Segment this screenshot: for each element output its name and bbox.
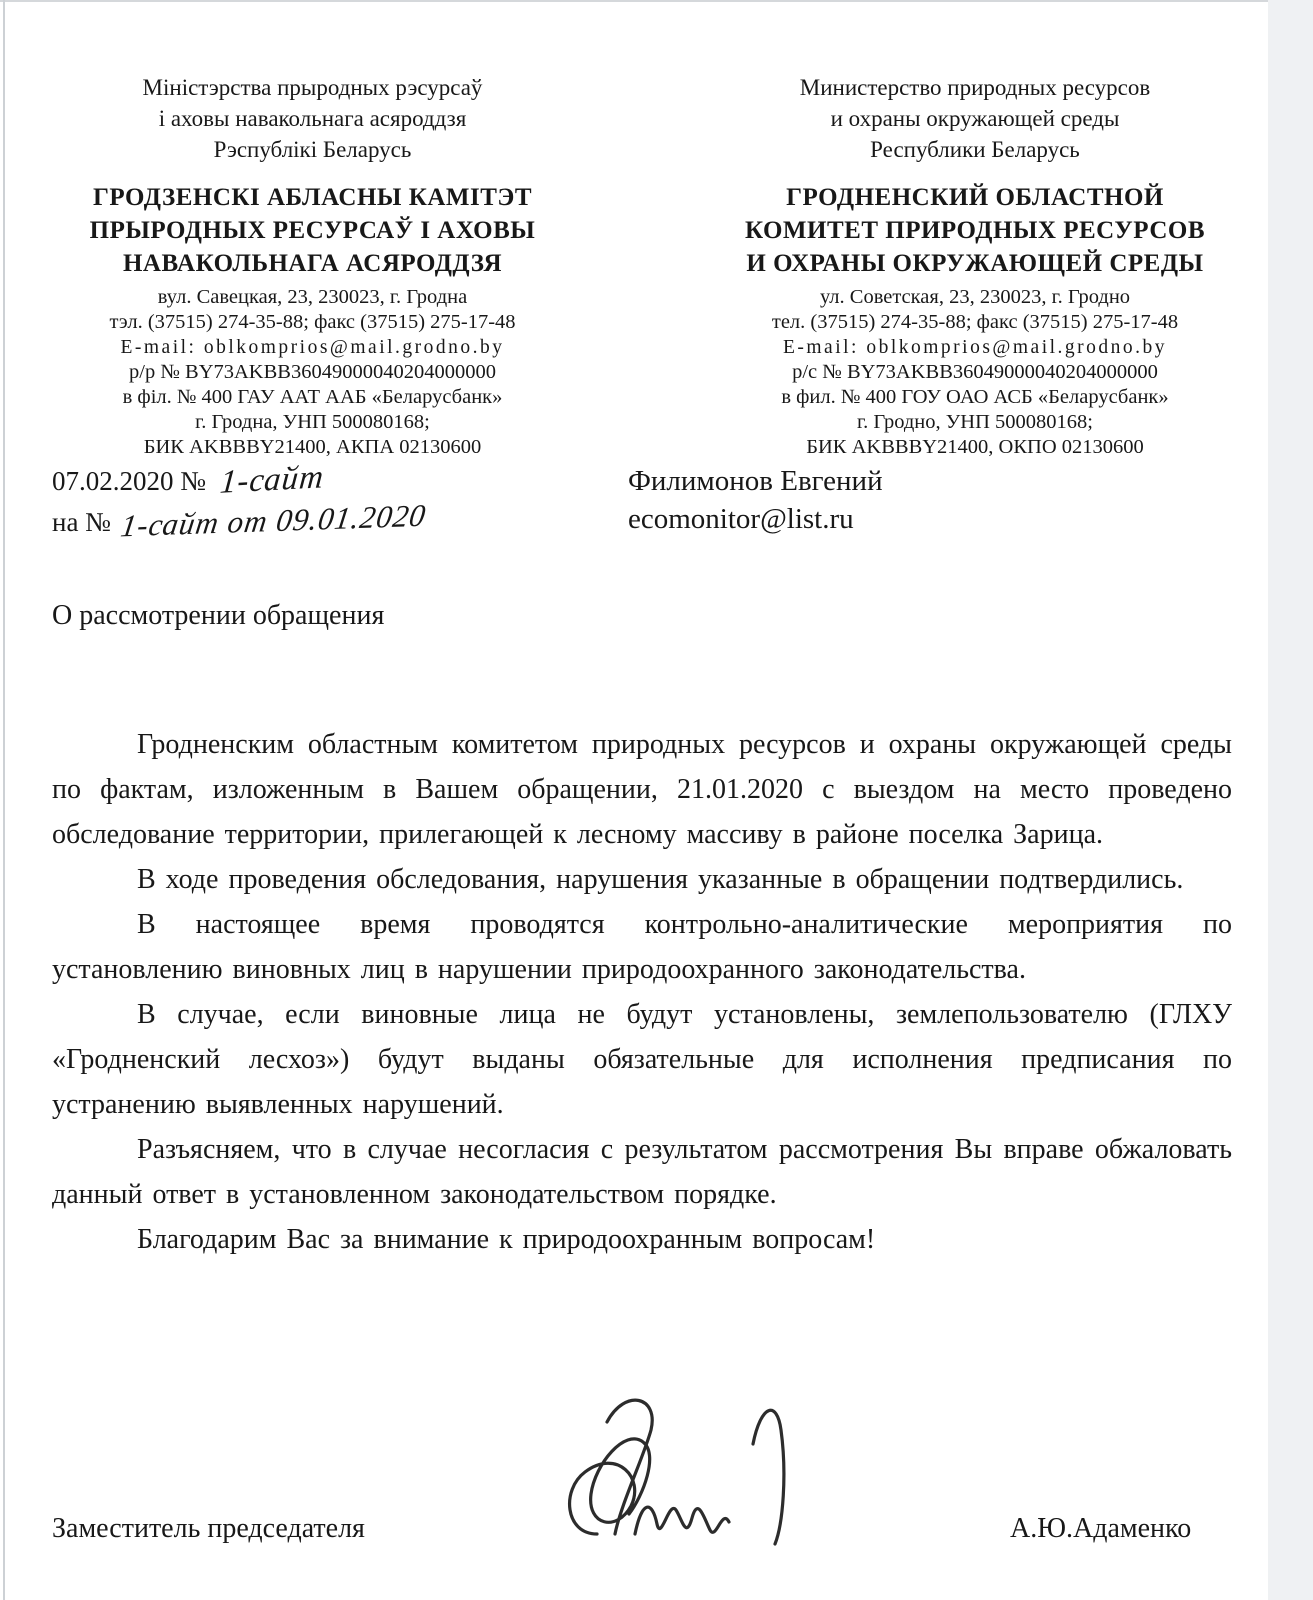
address-line: вул. Савецкая, 23, 230023, г. Гродна (157, 286, 468, 308)
ministry-line: Рэспублікі Беларусь (213, 137, 412, 162)
unp-line: г. Гродна, УНП 500080168; (195, 411, 430, 433)
phone-fax-line: тел. (37515) 274-35-88; факс (37515) 275-17-48 (771, 311, 1179, 333)
account-line: р/р № BY73AKBB36049000040204000000 (129, 361, 496, 383)
ministry-line: Республики Беларусь (870, 137, 1080, 162)
signer-position: Заместитель председателя (52, 1513, 365, 1544)
outgoing-number-row (52, 460, 426, 501)
scan-margin-strip (1268, 0, 1313, 1600)
unp-line: г. Гродно, УНП 500080168; (857, 411, 1093, 433)
letter-body (52, 722, 1232, 1262)
signer-name: А.Ю.Адаменко (1010, 1513, 1192, 1544)
committee-line: И ОХРАНЫ ОКРУЖАЮЩЕЙ СРЕДЫ (746, 250, 1204, 277)
committee-line: ГРОДЗЕНСКІ АБЛАСНЫ КАМІТЭТ (92, 184, 533, 211)
committee-line: НАВАКОЛЬНАГА АСЯРОДДЗЯ (122, 250, 503, 277)
account-line: р/с № BY73AKBB36049000040204000000 (792, 361, 1158, 383)
body-paragraph: Разъясняем, что в случае несогласия с результатом рассмотрения Вы вправе обжаловать данный ответ в установленном законодательством порядке. (52, 1134, 1232, 1210)
bank-line: в філ. № 400 ГАУ ААТ ААБ «Беларусбанк» (122, 386, 503, 408)
body-paragraph: В ходе проведения обследования, нарушения указанные в обращении подтвердились. (137, 864, 1184, 895)
committee-name-ru (720, 181, 1230, 280)
body-paragraph: Гродненским областным комитетом природных ресурсов и охраны окружающей среды по фактам, изложенным в Вашем обращении, 21.01.2020 с выездом на место проведено обследование территории, прилегающей к лесному массиву в районе поселка Зарица. (52, 729, 1232, 850)
committee-line: ГРОДНЕНСКИЙ ОБЛАСТНОЙ (786, 184, 1164, 211)
signature-scribble-icon (545, 1382, 815, 1582)
ministry-name-ru (720, 72, 1230, 165)
recipient-name: Филимонов Евгений (628, 465, 883, 497)
ministry-line: і аховы навакольнага асяроддзя (158, 106, 467, 131)
ministry-line: и охраны окружающей среды (830, 106, 1120, 131)
incoming-number-row (52, 497, 429, 544)
ministry-name-by (55, 72, 570, 165)
contact-details-by (55, 285, 570, 460)
handwritten-incoming-number: 1-сайт от 09.01.2020 (118, 497, 429, 544)
bank-line: в фил. № 400 ГОУ ОАО АСБ «Беларусбанк» (781, 386, 1169, 408)
committee-line: КОМИТЕТ ПРИРОДНЫХ РЕСУРСОВ (744, 217, 1206, 244)
reference-block (52, 459, 429, 544)
email-line: E-mail: oblkomprios@mail.grodno.by (120, 337, 505, 358)
bik-line: БИК AKBBBY21400, АКПА 02130600 (143, 436, 482, 458)
body-paragraph: Благодарим Вас за внимание к природоохранным вопросам! (137, 1224, 876, 1255)
outgoing-date-label: 07.02.2020 № (52, 466, 207, 496)
body-paragraph: В случае, если виновные лица не будут установлены, землепользователю (ГЛХУ «Гродненский лесхоз») будут выданы обязательные для исполнения предписания по устранению выявленных нарушений. (52, 999, 1232, 1120)
scan-edge-left (3, 0, 5, 1600)
bik-line: БИК AKBBBY21400, ОКПО 02130600 (806, 436, 1144, 458)
committee-line: ПРЫРОДНЫХ РЕСУРСАЎ І АХОВЫ (89, 217, 536, 244)
phone-fax-line: тэл. (37515) 274-35-88; факс (37515) 275-17-48 (109, 311, 516, 333)
recipient-block (628, 462, 883, 538)
ministry-line: Министерство природных ресурсов (799, 75, 1151, 100)
subject-line: О рассмотрении обращения (52, 600, 385, 631)
email-line: E-mail: oblkomprios@mail.grodno.by (782, 337, 1168, 358)
ministry-line: Міністэрства прыродных рэсурсаў (142, 75, 483, 100)
letterhead-left-column (55, 72, 570, 460)
contact-details-ru (720, 285, 1230, 460)
incoming-number-label: на № (52, 507, 111, 537)
body-paragraph: В настоящее время проводятся контрольно-аналитические мероприятия по установлению виновных лиц в нарушении природоохранного законодательства. (52, 909, 1232, 985)
scan-edge-top (0, 0, 1268, 2)
letterhead-right-column (720, 72, 1230, 460)
committee-name-by (55, 181, 570, 280)
recipient-email: ecomonitor@list.ru (628, 503, 854, 535)
handwritten-outgoing-number: 1-сайт (218, 459, 326, 501)
address-line: ул. Советская, 23, 230023, г. Гродно (819, 286, 1131, 308)
